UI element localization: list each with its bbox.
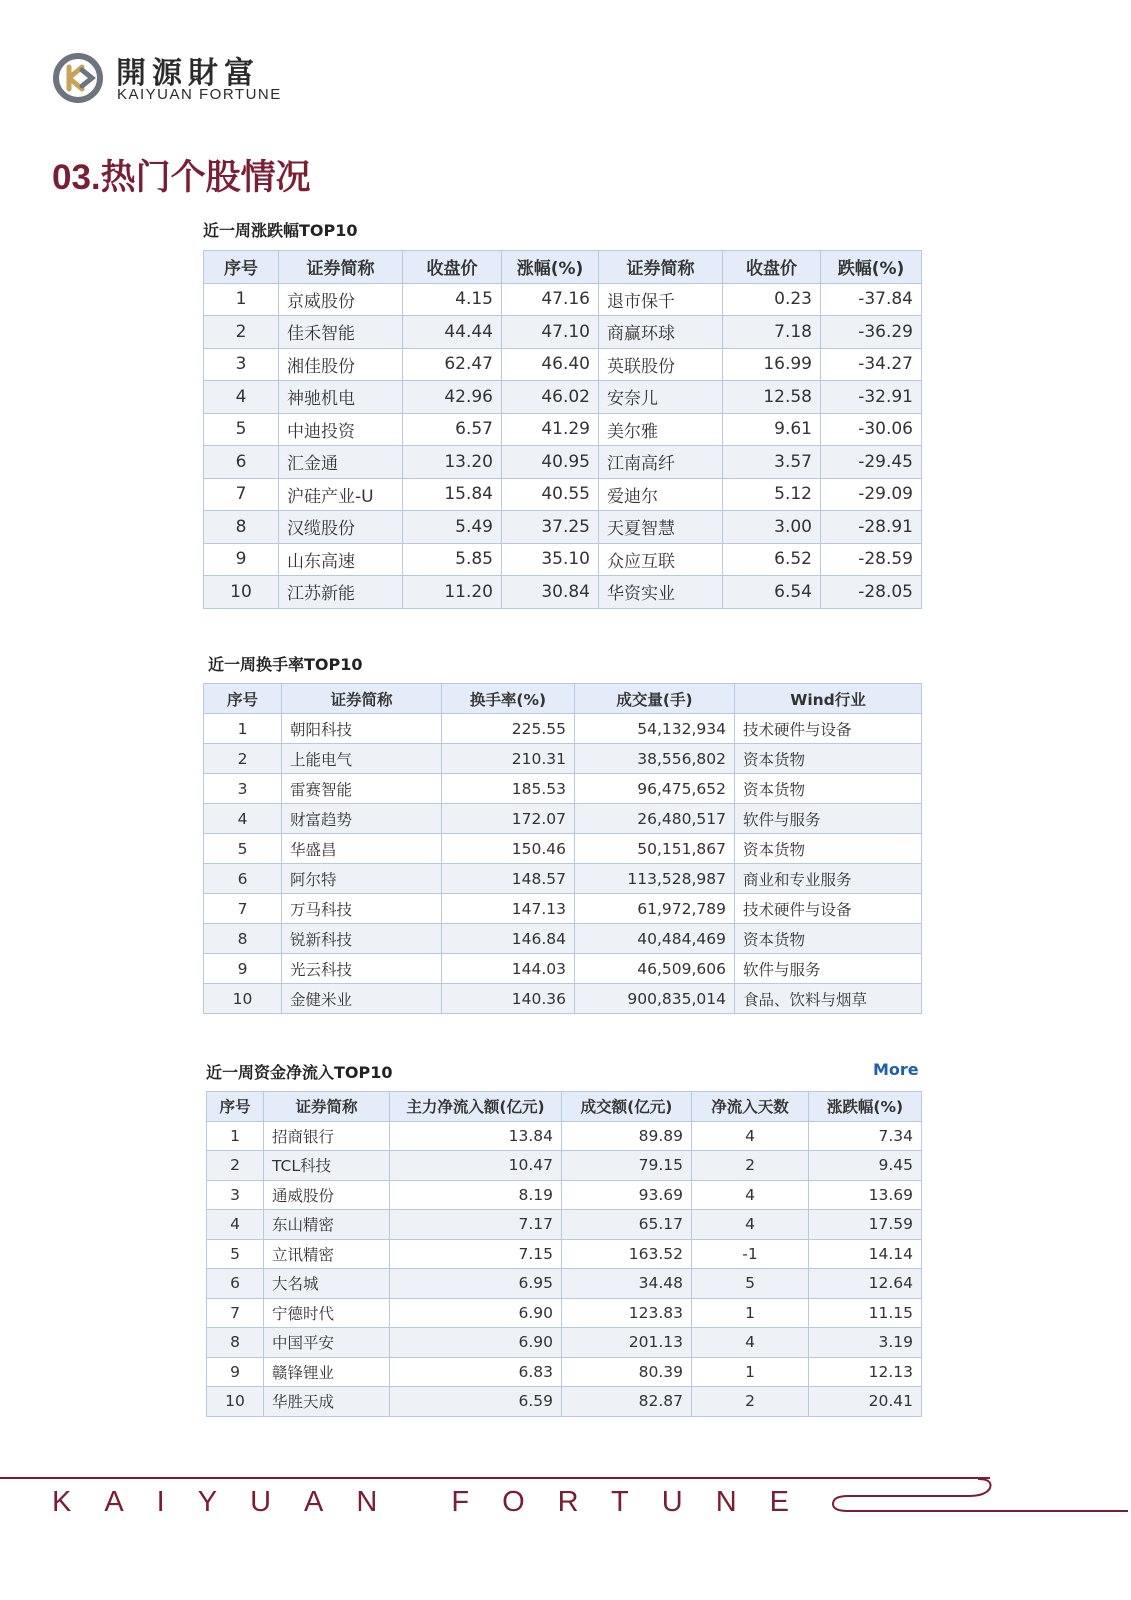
table-cell: 38,556,802 [575,744,735,774]
table-cell: 8.19 [390,1180,562,1210]
table-cell: 11.15 [809,1298,922,1328]
table-cell: 4.15 [403,283,502,316]
table-cell: 46.02 [502,381,599,414]
table-cell: 7 [204,894,282,924]
security-name-link[interactable]: 神驰机电 [279,381,403,414]
security-name-link[interactable]: 京威股份 [279,283,403,316]
table-row [204,744,922,774]
security-name-link[interactable]: 众应互联 [599,543,723,576]
col-header: 证券简称 [279,251,403,284]
table-cell: 2 [204,744,282,774]
col-header: 序号 [207,1092,264,1122]
table-cell: 4 [204,381,279,414]
fund-flow-table [206,1091,922,1417]
table-cell: 89.89 [562,1121,692,1151]
table-row [207,1151,922,1181]
table-cell: -29.09 [821,478,922,511]
table-cell: -37.84 [821,283,922,316]
table-row [207,1269,922,1299]
table-cell: 3 [204,348,279,381]
table-cell: 技术硬件与设备 [735,894,922,924]
table-cell: 8 [207,1328,264,1358]
table-cell: 7 [207,1298,264,1328]
table-cell: 150.46 [442,834,575,864]
security-name-link[interactable]: 华盛昌 [282,834,442,864]
table-cell: 172.07 [442,804,575,834]
table-cell: 5 [692,1269,809,1299]
table-row [204,381,922,414]
page-title: 03.热门个股情况 [52,158,311,197]
gainers-losers-title: 近一周涨跌幅TOP10 [203,221,358,240]
table-cell: 3 [204,774,282,804]
col-header: 涨幅(%) [502,251,599,284]
security-name-link[interactable]: 立讯精密 [264,1239,390,1269]
table-cell: 1 [692,1357,809,1387]
table-cell: 140.36 [442,984,575,1014]
table-row [204,984,922,1014]
table-cell: 4 [692,1180,809,1210]
col-header: 收盘价 [403,251,502,284]
table-cell: 96,475,652 [575,774,735,804]
col-header: 证券简称 [282,684,442,714]
security-name-link[interactable]: 华胜天成 [264,1387,390,1417]
table-cell: 1 [204,283,279,316]
table-cell: 1 [692,1298,809,1328]
security-name-link[interactable]: TCL科技 [264,1151,390,1181]
table-cell: 10 [207,1387,264,1417]
table-cell: -1 [692,1239,809,1269]
security-name-link[interactable]: 赣锋锂业 [264,1357,390,1387]
table-header-row [204,684,922,714]
table-cell: 9.45 [809,1151,922,1181]
table-cell: 5 [207,1239,264,1269]
table-cell: 10 [204,576,279,609]
security-name-link[interactable]: 阿尔特 [282,864,442,894]
table-cell: 软件与服务 [735,954,922,984]
gainers-losers-table [203,250,922,609]
table-cell: 42.96 [403,381,502,414]
table-cell: 7 [204,478,279,511]
table-cell: 41.29 [502,413,599,446]
security-name-link[interactable]: 华资实业 [599,576,723,609]
security-name-link[interactable]: 江南高纤 [599,446,723,479]
security-name-link[interactable]: 宁德时代 [264,1298,390,1328]
table-cell: 2 [692,1387,809,1417]
table-cell: 14.14 [809,1239,922,1269]
security-name-link[interactable]: 金健米业 [282,984,442,1014]
table-cell: 147.13 [442,894,575,924]
security-name-link[interactable]: 朝阳科技 [282,714,442,744]
security-name-link[interactable]: 退市保千 [599,283,723,316]
table-row [204,348,922,381]
security-name-link[interactable]: 东山精密 [264,1210,390,1240]
table-cell: 资本货物 [735,744,922,774]
table-cell: 6.57 [403,413,502,446]
table-row [204,413,922,446]
table-header-row [204,251,922,284]
footer-swoosh-icon [828,1474,1128,1524]
table-cell: 82.87 [562,1387,692,1417]
security-name-link[interactable]: 中国平安 [264,1328,390,1358]
table-cell: 47.10 [502,316,599,349]
table-cell: 9 [204,543,279,576]
table-cell: 62.47 [403,348,502,381]
table-row [207,1180,922,1210]
table-cell: 40.55 [502,478,599,511]
col-header: 涨跌幅(%) [809,1092,922,1122]
table-cell: 资本货物 [735,924,922,954]
table-row [204,283,922,316]
table-cell: 4 [692,1121,809,1151]
table-cell: 5.85 [403,543,502,576]
table-cell: 34.48 [562,1269,692,1299]
security-name-link[interactable]: 沪硅产业-U [279,478,403,511]
col-header: 收盘价 [723,251,821,284]
fund-flow-title: 近一周资金净流入TOP10 [206,1063,393,1082]
security-name-link[interactable]: 锐新科技 [282,924,442,954]
table-cell: 900,835,014 [575,984,735,1014]
col-header: 成交量(手) [575,684,735,714]
col-header: 净流入天数 [692,1092,809,1122]
table-row [204,924,922,954]
col-header: 序号 [204,684,282,714]
table-row [204,478,922,511]
table-row [207,1239,922,1269]
table-cell: 40,484,469 [575,924,735,954]
footer-brand-text: KAIYUAN FORTUNE [52,1486,823,1518]
table-cell: 10.47 [390,1151,562,1181]
table-cell: 资本货物 [735,834,922,864]
col-header: 证券简称 [264,1092,390,1122]
table-cell: 9.61 [723,413,821,446]
table-cell: 54,132,934 [575,714,735,744]
table-cell: 4 [692,1328,809,1358]
security-name-link[interactable]: 安奈儿 [599,381,723,414]
brand-name-en: KAIYUAN FORTUNE [117,86,282,103]
table-cell: 12.13 [809,1357,922,1387]
table-cell: 4 [207,1210,264,1240]
turnover-title: 近一周换手率TOP10 [208,655,363,674]
table-cell: 37.25 [502,511,599,544]
table-cell: -29.45 [821,446,922,479]
table-row [204,714,922,744]
table-cell: 6 [204,864,282,894]
table-row [207,1121,922,1151]
table-cell: 44.44 [403,316,502,349]
security-name-link[interactable]: 财富趋势 [282,804,442,834]
table-cell: 软件与服务 [735,804,922,834]
table-cell: 46,509,606 [575,954,735,984]
table-cell: 3.19 [809,1328,922,1358]
table-cell: 13.69 [809,1180,922,1210]
table-cell: 6 [204,446,279,479]
security-name-link[interactable]: 大名城 [264,1269,390,1299]
security-name-link[interactable]: 天夏智慧 [599,511,723,544]
security-name-link[interactable]: 上能电气 [282,744,442,774]
table-cell: 93.69 [562,1180,692,1210]
table-cell: 26,480,517 [575,804,735,834]
table-cell: 201.13 [562,1328,692,1358]
turnover-table [203,683,922,1014]
table-cell: -30.06 [821,413,922,446]
table-cell: 6.59 [390,1387,562,1417]
table-row [204,864,922,894]
table-cell: 7.34 [809,1121,922,1151]
table-row [204,804,922,834]
table-cell: 7.17 [390,1210,562,1240]
table-cell: 9 [207,1357,264,1387]
security-name-link[interactable]: 通威股份 [264,1180,390,1210]
table-cell: 6.90 [390,1298,562,1328]
more-link[interactable]: More [873,1060,919,1079]
table-cell: 6.95 [390,1269,562,1299]
table-cell: 7.18 [723,316,821,349]
table-cell: 5 [204,834,282,864]
security-name-link[interactable]: 江苏新能 [279,576,403,609]
table-cell: 9 [204,954,282,984]
table-cell: 1 [207,1121,264,1151]
table-cell: 6.52 [723,543,821,576]
table-cell: 技术硬件与设备 [735,714,922,744]
security-name-link[interactable]: 招商银行 [264,1121,390,1151]
table-cell: -32.91 [821,381,922,414]
table-cell: 2 [204,316,279,349]
table-cell: 5.49 [403,511,502,544]
table-cell: 65.17 [562,1210,692,1240]
col-header: 序号 [204,251,279,284]
security-name-link[interactable]: 湘佳股份 [279,348,403,381]
table-cell: 13.84 [390,1121,562,1151]
table-cell: 225.55 [442,714,575,744]
table-header-row [207,1092,922,1122]
security-name-link[interactable]: 山东高速 [279,543,403,576]
table-cell: 4 [692,1210,809,1240]
table-cell: 148.57 [442,864,575,894]
table-cell: 7.15 [390,1239,562,1269]
table-row [204,511,922,544]
table-cell: 4 [204,804,282,834]
table-cell: 8 [204,924,282,954]
table-cell: 79.15 [562,1151,692,1181]
security-name-link[interactable]: 爱迪尔 [599,478,723,511]
table-cell: 35.10 [502,543,599,576]
security-name-link[interactable]: 佳禾智能 [279,316,403,349]
table-cell: 11.20 [403,576,502,609]
table-cell: 6 [207,1269,264,1299]
security-name-link[interactable]: 汇金通 [279,446,403,479]
table-cell: 3.00 [723,511,821,544]
table-row [207,1357,922,1387]
security-name-link[interactable]: 光云科技 [282,954,442,984]
table-cell: 5.12 [723,478,821,511]
table-cell: 商业和专业服务 [735,864,922,894]
table-cell: 12.64 [809,1269,922,1299]
col-header: 换手率(%) [442,684,575,714]
table-cell: 185.53 [442,774,575,804]
table-cell: 3 [207,1180,264,1210]
brand-name-cn: 開源財富 [116,56,260,91]
table-row [207,1298,922,1328]
table-row [204,894,922,924]
table-cell: 163.52 [562,1239,692,1269]
table-cell: 0.23 [723,283,821,316]
col-header: 证券简称 [599,251,723,284]
table-cell: 2 [207,1151,264,1181]
table-row [207,1387,922,1417]
table-cell: 80.39 [562,1357,692,1387]
kaiyuan-logo-icon [52,52,104,104]
security-name-link[interactable]: 万马科技 [282,894,442,924]
table-row [204,316,922,349]
table-cell: 113,528,987 [575,864,735,894]
table-cell: 123.83 [562,1298,692,1328]
security-name-link[interactable]: 商赢环球 [599,316,723,349]
col-header: 成交额(亿元) [562,1092,692,1122]
table-row [204,543,922,576]
table-cell: 61,972,789 [575,894,735,924]
table-cell: 146.84 [442,924,575,954]
table-cell: 30.84 [502,576,599,609]
table-cell: -28.91 [821,511,922,544]
security-name-link[interactable]: 美尔雅 [599,413,723,446]
col-header: 主力净流入额(亿元) [390,1092,562,1122]
table-row [207,1328,922,1358]
table-row [204,954,922,984]
col-header: Wind行业 [735,684,922,714]
table-cell: 资本货物 [735,774,922,804]
table-cell: 15.84 [403,478,502,511]
table-cell: 12.58 [723,381,821,414]
table-cell: 46.40 [502,348,599,381]
table-row [207,1210,922,1240]
table-cell: 6.90 [390,1328,562,1358]
table-cell: 6.54 [723,576,821,609]
table-cell: 47.16 [502,283,599,316]
table-cell: -28.05 [821,576,922,609]
table-cell: 10 [204,984,282,1014]
table-cell: 1 [204,714,282,744]
table-row [204,576,922,609]
table-cell: 50,151,867 [575,834,735,864]
security-name-link[interactable]: 雷赛智能 [282,774,442,804]
table-row [204,446,922,479]
table-cell: 2 [692,1151,809,1181]
table-cell: 210.31 [442,744,575,774]
table-cell: 40.95 [502,446,599,479]
table-cell: 144.03 [442,954,575,984]
col-header: 跌幅(%) [821,251,922,284]
table-cell: 3.57 [723,446,821,479]
table-row [204,834,922,864]
security-name-link[interactable]: 中迪投资 [279,413,403,446]
table-row [204,774,922,804]
table-cell: -28.59 [821,543,922,576]
table-cell: -34.27 [821,348,922,381]
security-name-link[interactable]: 英联股份 [599,348,723,381]
table-cell: 16.99 [723,348,821,381]
table-cell: 6.83 [390,1357,562,1387]
table-cell: 5 [204,413,279,446]
table-cell: 8 [204,511,279,544]
table-cell: 食品、饮料与烟草 [735,984,922,1014]
table-cell: -36.29 [821,316,922,349]
security-name-link[interactable]: 汉缆股份 [279,511,403,544]
table-cell: 13.20 [403,446,502,479]
table-cell: 20.41 [809,1387,922,1417]
table-cell: 17.59 [809,1210,922,1240]
